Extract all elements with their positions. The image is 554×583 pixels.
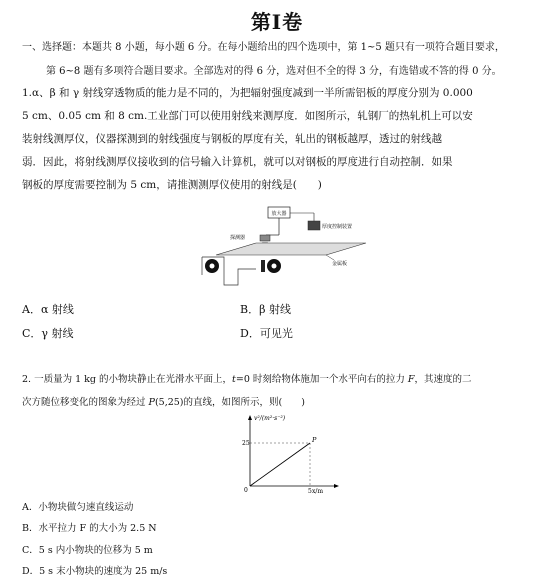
point-p-label: P (312, 436, 317, 444)
controller-label: 厚度控制装置 (322, 224, 353, 230)
q2-text: 次方随位移变化的图象为经过 (22, 397, 149, 408)
q2-text: 2. 一质量为 1 kg 的小物块静止在光滑水平面上， (22, 374, 233, 385)
q1-line: 弱．因此，将射线测厚仪接收到的信号输入计算机，就可以对钢板的厚度进行自动控制．如果 (22, 156, 453, 168)
y-tick-25: 25 (242, 440, 250, 447)
q1-option-c: C．γ 射线 (22, 327, 74, 340)
controller-box (308, 221, 320, 230)
q1-line: 5 cm、0.05 cm 和 8 cm.工业部门可以使用射线来测厚度．如图所示，轧钢厂的热轧机上可以安 (22, 110, 473, 122)
q2-var-f: F (407, 374, 415, 385)
detector-label: 探测器 (230, 235, 246, 241)
q2-option-c: C．5 s 内小物块的位移为 5 m (22, 545, 153, 556)
v-squared-graph (224, 412, 342, 494)
origin-label: 0 (244, 487, 248, 494)
q2-option-a: A．小物块做匀速直线运动 (22, 502, 134, 513)
q2-text: =0 时刻给物体施加一个水平向右的拉力 (235, 374, 408, 385)
thickness-gauge-figure (196, 205, 374, 293)
plate-label: 金属板 (332, 261, 348, 267)
data-line (250, 443, 310, 486)
detector-box (260, 235, 270, 241)
page-title: 第Ⅰ卷 (250, 10, 304, 34)
question-2-text (22, 370, 534, 412)
q2-text: ，其速度的二 (414, 374, 472, 385)
x-axis-label: x/m (312, 488, 324, 494)
question-1-text (22, 82, 534, 197)
x-tick-5: 5 (308, 488, 312, 494)
q1-line: 1.α、β 和 γ 射线穿透物质的能力是不同的，为把辐射强度减到一半所需铝板的厚度分别为 0.000 (22, 87, 473, 99)
q2-line-1 (22, 370, 534, 389)
source (261, 260, 265, 272)
q2-option-d: D．5 s 末小物块的速度为 25 m/s (22, 566, 168, 577)
q2-option-b: B．水平拉力 F 的大小为 2.5 N (22, 523, 157, 534)
q2-line-2 (22, 393, 534, 412)
q2-var-t: t (232, 374, 236, 385)
section-header-line-2: 第 6~8 题有多项符合题目要求。全部选对的得 6 分，选对但不全的得 3 分，有选错或不答的得 0 分。 (46, 66, 502, 77)
amplifier-label: 放大器 (271, 211, 287, 217)
q2-var-p: P (148, 397, 155, 408)
section-header-line-1: 一、选择题：本题共 8 小题，每小题 6 分。在每小题给出的四个选项中，第 1~5 题只有一项符合题目要求， (22, 42, 505, 53)
q1-line: 装射线测厚仪，仪器探测到的射线强度与钢板的厚度有关，轧出的钢板越厚，透过的射线越 (22, 133, 442, 145)
metal-plate (216, 243, 366, 255)
q1-line: 钢板的厚度需要控制为 5 cm，请推测测厚仪使用的射线是( ) (22, 179, 322, 191)
q1-option-d: D．可见光 (240, 327, 293, 340)
q1-option-a: A．α 射线 (22, 303, 74, 316)
q2-text: (5,25)的直线，如图所示，则( ) (154, 397, 305, 408)
q1-option-b: B．β 射线 (240, 303, 291, 316)
y-axis-label: v²/(m²·s⁻²) (254, 415, 286, 422)
